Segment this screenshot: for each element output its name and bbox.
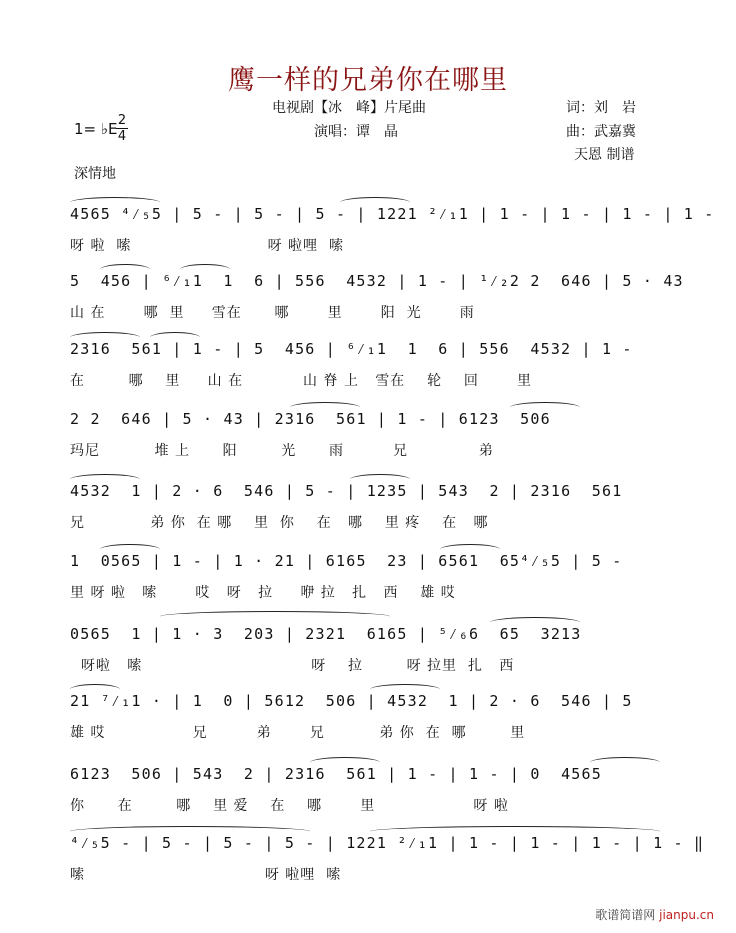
slur xyxy=(350,474,410,485)
staff-9 xyxy=(0,765,736,825)
time-signature-bottom: 4 xyxy=(117,129,127,144)
staff-lyrics: 雄 哎 兄 弟 兄 弟 你 在 哪 里 xyxy=(70,725,526,741)
staff-notes: ⁴⁄₅5 - | 5 - | 5 - | 5 - | 1221 ²⁄₁1 | 1 - | 1 - | 1 - | 1 - ‖ xyxy=(70,834,705,852)
slur xyxy=(370,684,440,695)
time-signature xyxy=(116,114,128,143)
slur xyxy=(150,332,200,343)
slur xyxy=(290,402,360,413)
staff-notes: 2 2 646 | 5 · 43 | 2316 561 | 1 - | 6123 506 xyxy=(70,410,551,428)
slur xyxy=(70,474,140,485)
staff-notes: 1 0565 | 1 - | 1 · 21 | 6165 23 | 6561 65⁴⁄₅5 | 5 - xyxy=(70,552,623,570)
lyricist: 词：刘 岩 xyxy=(566,100,636,116)
staff-notes: 5 456 | ⁶⁄₁1 1 6 | 556 4532 | 1 - | ¹⁄₂2 2 646 | 5 · 43 xyxy=(70,272,684,290)
slur xyxy=(310,757,380,768)
staff-lyrics: 山 在 哪 里 雪在 哪 里 阳 光 雨 xyxy=(70,305,475,321)
slur xyxy=(180,264,230,275)
slur xyxy=(160,611,390,622)
staff-lyrics: 呀 啦 嗦 呀 啦哩 嗦 xyxy=(70,238,344,254)
slur xyxy=(70,684,120,695)
staff-10 xyxy=(0,834,736,894)
staff-4 xyxy=(0,410,736,470)
slur xyxy=(590,757,660,768)
staff-2 xyxy=(0,272,736,332)
slur xyxy=(70,332,140,343)
staff-lyrics: 在 哪 里 山 在 山 脊 上 雪在 轮 回 里 xyxy=(70,373,533,389)
slur xyxy=(70,826,310,837)
staff-notes: 4565 ⁴⁄₅5 | 5 - | 5 - | 5 - | 1221 ²⁄₁1 | 1 - | 1 - | 1 - | 1 - xyxy=(70,205,715,223)
watermark-site-url: jianpu.cn xyxy=(659,908,714,922)
staff-8 xyxy=(0,692,736,752)
staff-6 xyxy=(0,552,736,612)
time-signature-top: 2 xyxy=(117,113,127,128)
watermark xyxy=(595,906,714,923)
staff-notes: 6123 506 | 543 2 | 2316 561 | 1 - | 1 - | 0 4565 xyxy=(70,765,602,783)
staff-notes: 4532 1 | 2 · 6 546 | 5 - | 1235 | 543 2 | 2316 561 xyxy=(70,482,623,500)
staff-notes: 2316 561 | 1 - | 5 456 | ⁶⁄₁1 1 6 | 556 4532 | 1 - xyxy=(70,340,633,358)
staff-notes: 21 ⁷⁄₁1 · | 1 0 | 5612 506 | 4532 1 | 2 · 6 546 | 5 xyxy=(70,692,633,710)
slur xyxy=(100,264,150,275)
staff-lyrics: 嗦 呀 啦哩 嗦 xyxy=(70,867,342,883)
slur xyxy=(370,826,660,837)
composer: 曲：武嘉冀 xyxy=(566,124,636,140)
staff-lyrics: 里 呀 啦 嗦 哎 呀 拉 咿 拉 扎 西 雄 哎 xyxy=(70,585,456,601)
slur xyxy=(440,544,500,555)
singer: 演唱：谭 晶 xyxy=(314,124,398,140)
tempo-mark: 深情地 xyxy=(74,166,116,182)
arranger: 天恩 制谱 xyxy=(574,147,635,163)
staff-lyrics: 玛尼 堆 上 阳 光 雨 兄 弟 xyxy=(70,443,494,459)
slur xyxy=(100,544,160,555)
song-title: 鹰一样的兄弟你在哪里 xyxy=(228,65,508,96)
staff-7 xyxy=(0,625,736,685)
staff-1 xyxy=(0,205,736,265)
subtitle: 电视剧【冰 峰】片尾曲 xyxy=(272,100,426,116)
staff-5 xyxy=(0,482,736,542)
staff-3 xyxy=(0,340,736,400)
staff-lyrics: 你 在 哪 里 爱 在 哪 里 呀 啦 xyxy=(70,798,509,814)
slur xyxy=(340,197,410,208)
watermark-site-name: 歌谱简谱网 xyxy=(595,908,656,922)
staff-lyrics: 呀啦 嗦 呀 拉 呀 拉里 扎 西 xyxy=(70,658,515,674)
key-signature: 1= ♭E xyxy=(74,120,118,138)
staff-lyrics: 兄 弟 你 在 哪 里 你 在 哪 里 疼 在 哪 xyxy=(70,515,489,531)
slur xyxy=(510,402,580,413)
staff-notes: 0565 1 | 1 · 3 203 | 2321 6165 | ⁵⁄₆6 65 3213 xyxy=(70,625,582,643)
slur xyxy=(70,197,160,208)
slur xyxy=(490,617,580,628)
